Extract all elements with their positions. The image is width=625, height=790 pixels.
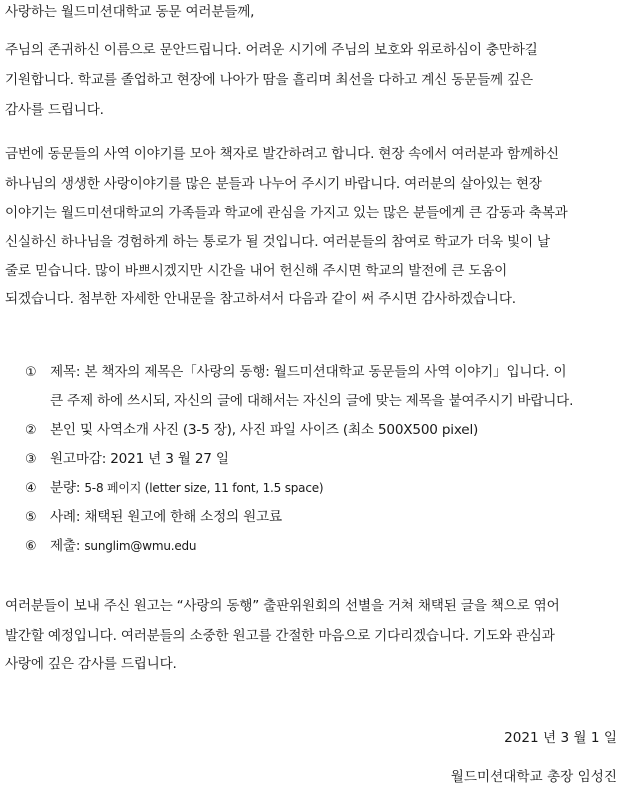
item-number: ⑥ [25,539,37,554]
item-number: ⑤ [25,510,37,525]
letter-date: 2021 년 3 월 1 일 [504,730,617,746]
para3-line1: 여러분들이 보내 주신 원고는 “사랑의 동행” 출판위원회의 선별을 거쳐 채택된 글을 책으로 엮어 [5,598,560,614]
salutation: 사랑하는 월드미션대학교 동문 여러분들께, [5,4,255,20]
list-item-submission [25,537,196,556]
para3-line3: 사랑에 깊은 감사를 드립니다. [5,656,177,672]
para2-line2: 하나님의 생생한 사랑이야기를 많은 분들과 나누어 주시기 바랍니다. 여러분의 살아있는 현장 [5,176,542,192]
list-item-photos [25,421,478,440]
item-text: 원고마감: 2021 년 3 월 27 일 [50,451,229,467]
item-number: ④ [25,481,37,496]
item-number: ② [25,423,37,438]
para3-line2: 발간할 예정입니다. 여러분들의 소중한 원고를 간절한 마음으로 기다리겠습니다. 기도와 관심과 [5,628,555,644]
item-text: 본인 및 사역소개 사진 (3-5 장), 사진 파일 사이즈 (최소 500X500 pixel) [50,422,479,438]
list-item-honorarium [25,508,282,527]
item-detail: 5-8 페이지 (letter size, 11 font, 1.5 space) [84,481,324,495]
list-item-length [25,479,323,498]
para2-line3: 이야기는 월드미션대학교의 가족들과 학교에 관심을 가지고 있는 많은 분들에게 큰 감동과 축복과 [5,205,568,221]
item-label: 제출: [50,538,85,554]
para2-line1: 금번에 동문들의 사역 이야기를 모아 책자로 발간하려고 합니다. 현장 속에서 여러분과 함께하신 [5,146,559,162]
item-label: 분량: [50,480,85,496]
item-number: ③ [25,452,37,467]
list-item-deadline [25,450,229,469]
list-item-title [25,363,566,382]
item-number: ① [25,365,37,380]
list-item-title-cont: 큰 주제 하에 쓰시되, 자신의 글에 대해서는 자신의 글에 맞는 제목을 붙여주시기 바랍니다. [50,393,574,409]
para1-line3: 감사를 드립니다. [5,102,104,118]
para1-line2: 기원합니다. 학교를 졸업하고 현장에 나아가 땀을 흘리며 최선을 다하고 계신 동문들께 깊은 [5,72,533,88]
para1-line1: 주님의 존귀하신 이름으로 문안드립니다. 어려운 시기에 주님의 보호와 위로하심이 충만하길 [5,42,538,58]
para2-line4: 신실하신 하나님을 경험하게 하는 통로가 될 것입니다. 여러분들의 참여로 학교가 더욱 빛이 날 [5,234,550,250]
para2-line6: 되겠습니다. 첨부한 자세한 안내문을 참고하셔서 다음과 같이 써 주시면 감사하겠습니다. [5,291,516,307]
signature: 월드미션대학교 총장 임성진 [450,769,617,785]
item-text: 제목: 본 책자의 제목은「사랑의 동행: 월드미션대학교 동문들의 사역 이야기」입니다. 이 [50,364,567,380]
submission-email[interactable]: sunglim@wmu.edu [84,539,197,553]
para2-line5: 줄로 믿습니다. 많이 바쁘시겠지만 시간을 내어 헌신해 주시면 학교의 발전에 큰 도움이 [5,263,508,279]
item-text: 사례: 채택된 원고에 한해 소정의 원고료 [50,509,282,525]
